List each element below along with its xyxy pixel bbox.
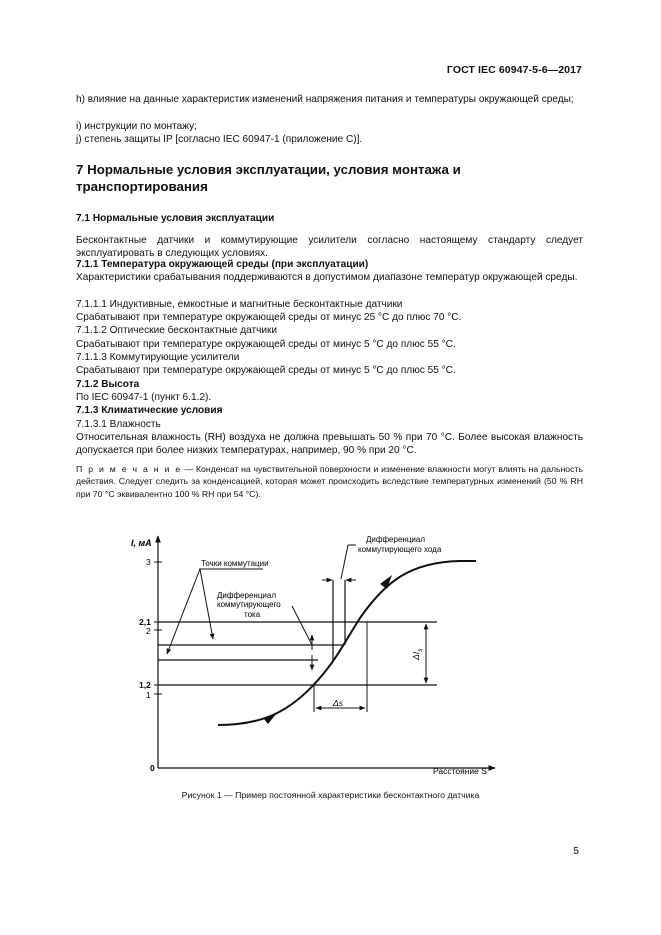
section-7-1-1-2-title: 7.1.1.2 Оптические бесконтактные датчики bbox=[76, 325, 278, 336]
note-label: П р и м е ч а н и е bbox=[76, 464, 182, 474]
section-7-1-1-1-text: Срабатывают при температуре окружающей среды от минус 25 °С до плюс 70 °С. bbox=[76, 312, 462, 323]
label-current-diff-3: тока bbox=[244, 610, 261, 619]
tick-label-3: 3 bbox=[146, 557, 151, 567]
section-7-1-3-1-text: Относительная влажность (RH) воздуха не должна превышать 50 % при 70 °С. Более высокая влажность допускается при более низких температурах, например, 90 % при 20 °С. bbox=[76, 432, 583, 457]
tick-label-2-1: 2,1 bbox=[139, 617, 151, 627]
section-7-1-1-2-text: Срабатывают при температуре окружающей среды от минус 5 °С до плюс 55 °С. bbox=[76, 339, 456, 350]
section-7-1-1-text: Характеристики срабатывания поддерживаются в допустимом диапазоне температур окружающей среды. bbox=[76, 272, 578, 283]
list-item-h: h) влияние на данные характеристик изменений напряжения питания и температуры окружающей среды; bbox=[76, 94, 574, 105]
section-7-title: 7 Нормальные условия эксплуатации, условия монтажа и транспортирования bbox=[76, 162, 461, 194]
figure-caption: Рисунок 1 — Пример постоянной характеристики бесконтактного датчика bbox=[181, 790, 480, 800]
section-7-1-3-1-title: 7.1.3.1 Влажность bbox=[76, 419, 161, 430]
travel-diff-leader-2 bbox=[341, 545, 348, 579]
switch-arrow-2 bbox=[200, 569, 213, 639]
label-current-diff-1: Дифференциал bbox=[217, 591, 276, 600]
y-axis-label: I, мА bbox=[131, 538, 152, 548]
list-item-i: i) инструкции по монтажу; bbox=[76, 121, 197, 132]
switch-arrow-1 bbox=[167, 569, 200, 654]
section-7-1-1-title: 7.1.1 Температура окружающей среды (при эксплуатации) bbox=[76, 259, 369, 270]
section-7-1-1-3-title: 7.1.1.3 Коммутирующие усилители bbox=[76, 352, 240, 363]
label-delta-i-sub: s bbox=[417, 648, 424, 652]
label-switch-points: Точки коммутации bbox=[201, 559, 269, 568]
curve-arrow-upper bbox=[380, 575, 392, 589]
section-7-1-intro: Бесконтактные датчики и коммутирующие усилители согласно настоящему стандарту следует эксплуатировать в следующих условиях. bbox=[76, 235, 583, 260]
section-7-1-2-title: 7.1.2 Высота bbox=[76, 379, 140, 390]
tick-label-1-2: 1,2 bbox=[139, 680, 151, 690]
label-current-diff-2: коммутирующего bbox=[217, 600, 281, 609]
origin-label: 0 bbox=[150, 763, 155, 773]
tick-label-2: 2 bbox=[146, 626, 151, 636]
characteristic-curve bbox=[218, 561, 476, 725]
section-7-1-2-text: По IEC 60947-1 (пункт 6.1.2). bbox=[76, 392, 212, 403]
note-text: — Конденсат на чувствительной поверхности и изменение влажности могут влиять на дальность действия. Следует следить за конденсацией, которая может происходить вследствие температурных изменений (50 % RH при 70 °С эквивалентно 100 % RH при 54 °С). bbox=[76, 464, 583, 499]
label-delta-i-main: ΔI bbox=[411, 651, 421, 660]
note bbox=[76, 463, 583, 500]
tick-label-1: 1 bbox=[146, 690, 151, 700]
label-delta-i bbox=[411, 648, 424, 661]
current-diff-leader bbox=[292, 606, 312, 645]
page-number: 5 bbox=[573, 845, 579, 857]
section-7-1-3-title: 7.1.3 Климатические условия bbox=[76, 405, 223, 416]
label-travel-diff-1: Дифференциал bbox=[366, 535, 425, 544]
label-travel-diff-2: коммутирующего хода bbox=[358, 545, 442, 554]
list-item-j: j) степень защиты IP [согласно IEC 60947-1 (приложение С)]. bbox=[76, 134, 363, 145]
label-delta-s: Δs bbox=[333, 698, 343, 708]
standard-header: ГОСТ IEC 60947-5-6—2017 bbox=[446, 64, 582, 76]
section-7-1-title: 7.1 Нормальные условия эксплуатации bbox=[76, 213, 275, 224]
section-7-1-1-1-title: 7.1.1.1 Индуктивные, емкостные и магнитные бесконтактные датчики bbox=[76, 299, 403, 310]
sensor-characteristic-figure bbox=[0, 500, 661, 790]
x-axis-label: Расстояние S bbox=[433, 766, 487, 776]
section-7-1-1-3-text: Срабатывают при температуре окружающей среды от минус 5 °С до плюс 55 °С. bbox=[76, 365, 456, 376]
